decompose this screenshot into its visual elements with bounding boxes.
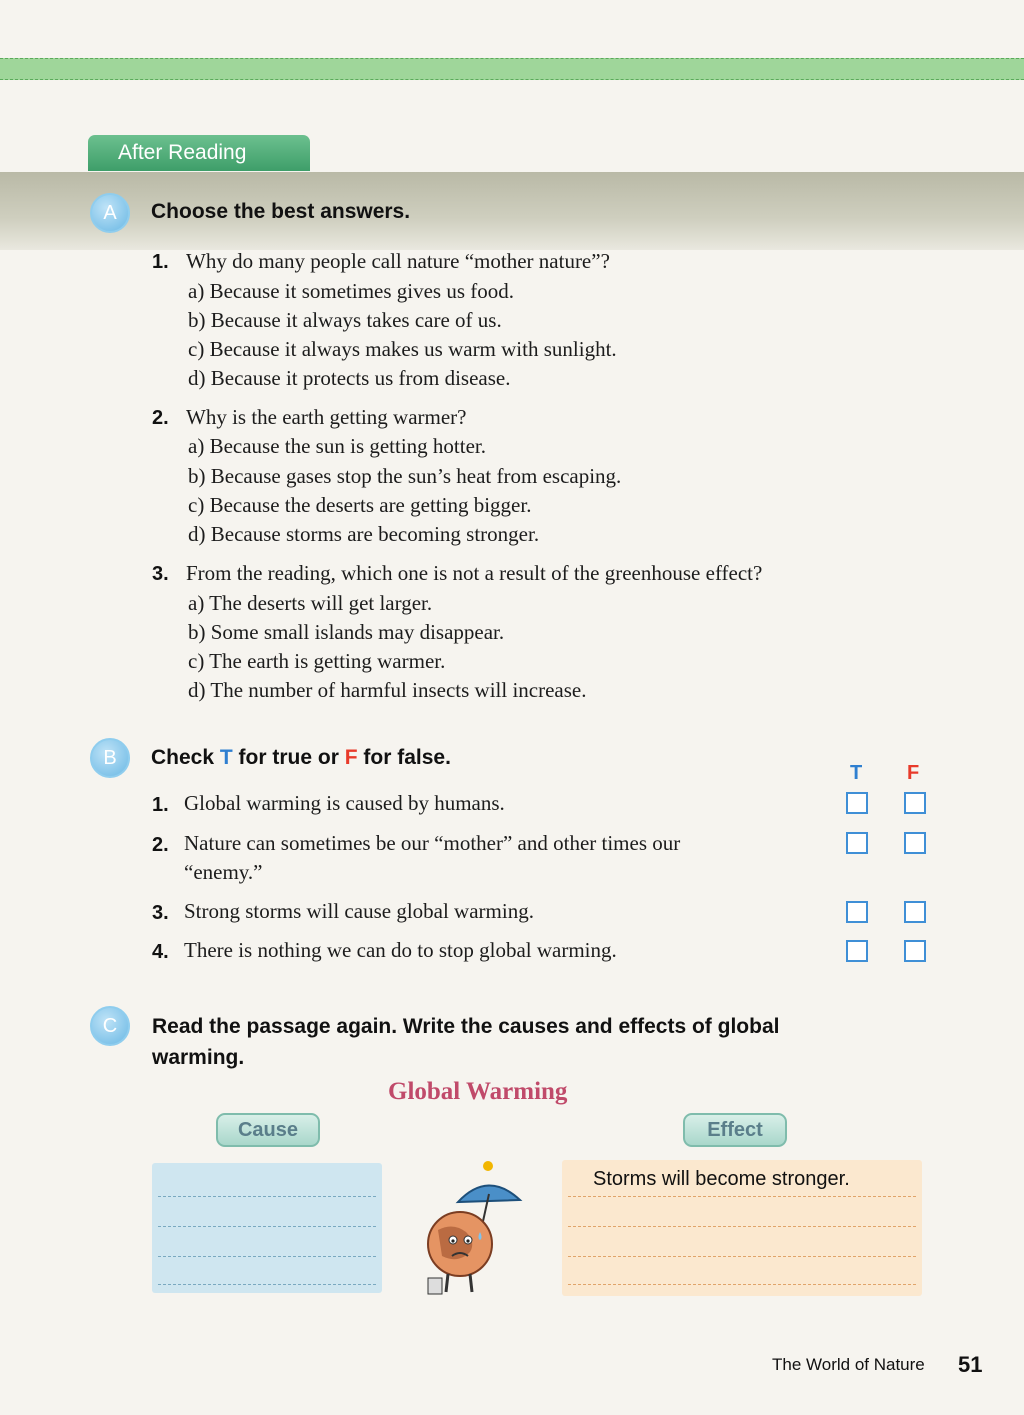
- true-checkbox[interactable]: [846, 832, 868, 854]
- answer-option[interactable]: d) Because it protects us from disease.: [188, 366, 511, 390]
- question-number: 3.: [152, 563, 169, 585]
- section-b-badge: B: [90, 738, 130, 778]
- statement-number: 3.: [152, 902, 169, 924]
- false-checkbox[interactable]: [904, 901, 926, 923]
- true-checkbox[interactable]: [846, 940, 868, 962]
- statement-text: Global warming is caused by humans.: [184, 791, 505, 815]
- answer-option[interactable]: d) The number of harmful insects will increase.: [188, 678, 587, 702]
- answer-option[interactable]: c) Because it always makes us warm with sunlight.: [188, 337, 617, 361]
- answer-option[interactable]: b) Some small islands may disappear.: [188, 620, 505, 644]
- answer-option[interactable]: a) The deserts will get larger.: [188, 591, 433, 615]
- section-c-badge: C: [90, 1006, 130, 1046]
- instruction-part: for true or: [232, 746, 345, 769]
- effect-label: Effect: [683, 1113, 787, 1147]
- statement-text: Strong storms will cause global warming.: [184, 899, 534, 923]
- cause-label: Cause: [216, 1113, 320, 1147]
- sun-icon: [483, 1161, 493, 1171]
- true-letter: T: [219, 746, 233, 769]
- decorative-top-band: [0, 58, 1024, 80]
- true-checkbox[interactable]: [846, 792, 868, 814]
- effect-answer-line[interactable]: [568, 1284, 916, 1285]
- effect-answer-line[interactable]: [568, 1226, 916, 1227]
- false-checkbox[interactable]: [904, 832, 926, 854]
- statement-text: Nature can sometimes be our “mother” and other times our: [184, 831, 681, 855]
- false-letter: F: [344, 746, 358, 769]
- effect-answer-line[interactable]: [568, 1256, 916, 1257]
- cause-answer-line[interactable]: [158, 1284, 376, 1285]
- section-a-instruction: Choose the best answers.: [151, 200, 411, 223]
- question-text: Why is the earth getting warmer?: [186, 405, 467, 429]
- question-number: 2.: [152, 407, 169, 429]
- statement-number: 1.: [152, 794, 169, 816]
- page-number: 51: [958, 1352, 983, 1377]
- unit-title: The World of Nature: [772, 1355, 925, 1374]
- question-number: 1.: [152, 251, 169, 273]
- section-b-instruction: [151, 746, 451, 770]
- question-text: From the reading, which one is not a result of the greenhouse effect?: [186, 561, 763, 585]
- answer-option[interactable]: a) Because the sun is getting hotter.: [188, 434, 487, 458]
- statement-number: 2.: [152, 834, 169, 856]
- statement-text: There is nothing we can do to stop global warming.: [184, 938, 617, 962]
- section-c-instruction: Read the passage again. Write the causes and effects of global: [152, 1015, 780, 1038]
- answer-option[interactable]: c) Because the deserts are getting bigger.: [188, 493, 532, 517]
- statement-text-continued: “enemy.”: [184, 860, 263, 884]
- cause-answer-line[interactable]: [158, 1196, 376, 1197]
- answer-option[interactable]: a) Because it sometimes gives us food.: [188, 279, 515, 303]
- true-checkbox[interactable]: [846, 901, 868, 923]
- sweating-globe-icon: [418, 1152, 528, 1302]
- answer-option[interactable]: c) The earth is getting warmer.: [188, 649, 446, 673]
- section-c-instruction-continued: warming.: [152, 1046, 245, 1069]
- section-a-badge: A: [90, 193, 130, 233]
- answer-option[interactable]: b) Because it always takes care of us.: [188, 308, 502, 332]
- umbrella-icon: [458, 1185, 520, 1202]
- question-text: Why do many people call nature “mother nature”?: [186, 249, 610, 273]
- true-column-header: T: [850, 762, 863, 784]
- cause-panel: [152, 1163, 382, 1293]
- cause-answer-line[interactable]: [158, 1256, 376, 1257]
- statement-number: 4.: [152, 941, 169, 963]
- false-checkbox[interactable]: [904, 792, 926, 814]
- chart-title: Global Warming: [388, 1078, 568, 1105]
- answer-option[interactable]: d) Because storms are becoming stronger.: [188, 522, 540, 546]
- instruction-part: for false.: [357, 746, 451, 769]
- false-column-header: F: [907, 762, 920, 784]
- effect-answer-example: Storms will become stronger.: [593, 1168, 850, 1190]
- after-reading-tab: After Reading: [88, 135, 310, 171]
- cause-answer-line[interactable]: [158, 1226, 376, 1227]
- instruction-part: Check: [151, 746, 220, 769]
- answer-option[interactable]: b) Because gases stop the sun’s heat from escaping.: [188, 464, 622, 488]
- false-checkbox[interactable]: [904, 940, 926, 962]
- effect-answer-line[interactable]: [568, 1196, 916, 1197]
